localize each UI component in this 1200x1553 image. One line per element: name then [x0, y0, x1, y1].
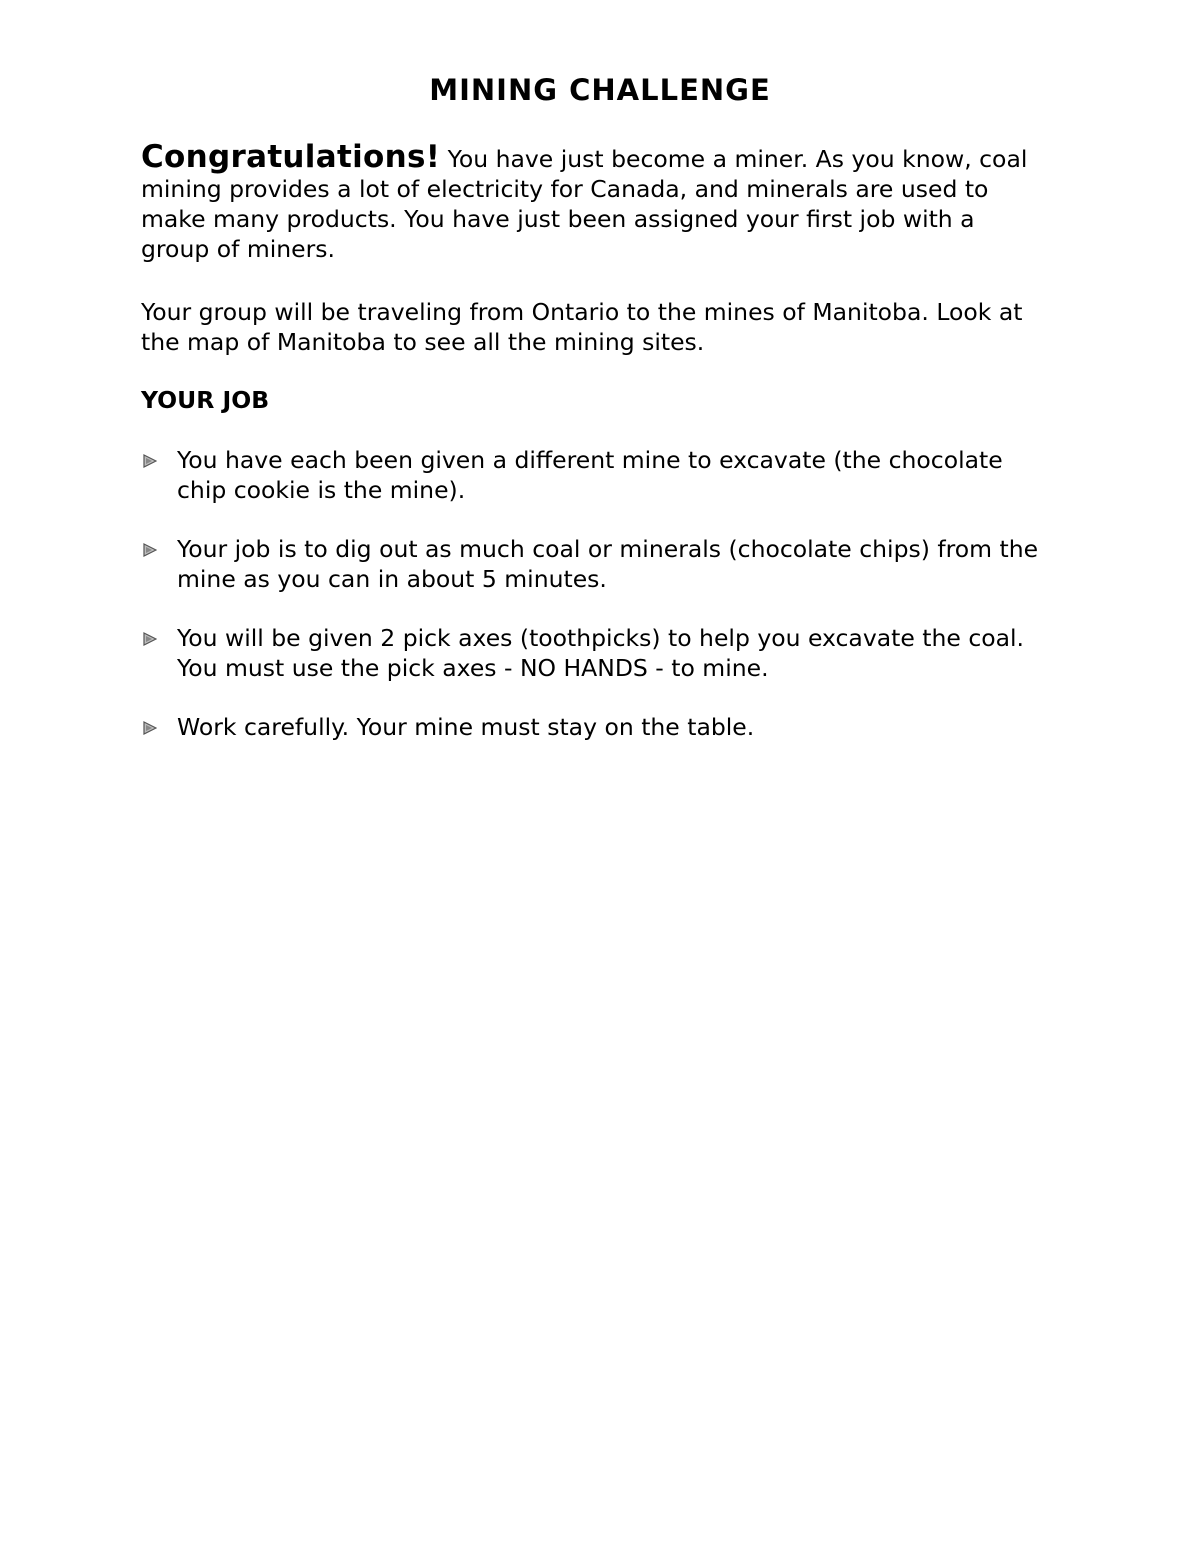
section-heading: YOUR JOB	[141, 386, 270, 414]
intro-lead: Congratulations!	[141, 139, 441, 175]
bullet-text: You will be given 2 pick axes (toothpicks) to help you excavate the coal. You must use the pick axes - NO HANDS - to mine.	[177, 624, 1025, 682]
bullet-text: Work carefully. Your mine must stay on the table.	[177, 713, 755, 741]
triangle-bullet-icon	[143, 632, 157, 646]
document-title: MINING CHALLENGE	[429, 73, 771, 107]
bullet-text: Your job is to dig out as much coal or minerals (chocolate chips) from the mine as you can in about 5 minutes.	[177, 535, 1039, 593]
intro-text: You have just become a miner. As you know, coal mining provides a lot of electricity for Canada, and minerals are used to make many products. You have just been assigned your first job with a group of miners.	[141, 145, 1028, 263]
triangle-bullet-icon	[143, 543, 157, 557]
triangle-bullet-icon	[143, 454, 157, 468]
group-paragraph: Your group will be traveling from Ontario to the mines of Manitoba. Look at the map of Manitoba to see all the mining sites.	[141, 298, 1023, 356]
triangle-bullet-icon	[143, 721, 157, 735]
bullet-text: You have each been given a different mine to excavate (the chocolate chip cookie is the mine).	[177, 446, 1003, 504]
intro-paragraph	[141, 139, 1041, 264]
